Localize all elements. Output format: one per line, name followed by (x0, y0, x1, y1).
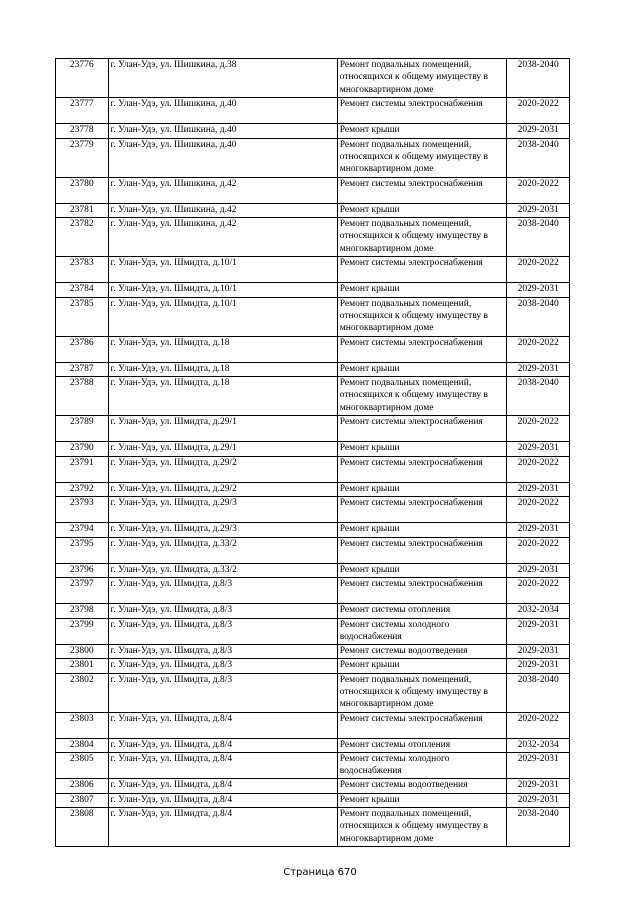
address-cell: г. Улан-Удэ, ул. Шмидта, д.29/1 (108, 442, 337, 457)
table-row (56, 793, 570, 808)
period-cell: 2020-2022 (507, 712, 570, 738)
record-number-cell: 23777 (56, 98, 109, 124)
work-type-cell: Ремонт системы холодного водоснабжения (337, 753, 507, 779)
work-type-cell: Ремонт крыши (337, 442, 507, 457)
table-row (56, 98, 570, 124)
table-row (56, 442, 570, 457)
table-row (56, 362, 570, 377)
table-row (56, 563, 570, 578)
period-cell: 2029-2031 (507, 618, 570, 644)
record-number-cell: 23804 (56, 738, 109, 753)
address-cell: г. Улан-Удэ, ул. Шишкина, д.40 (108, 138, 337, 177)
record-number-cell: 23803 (56, 712, 109, 738)
work-type-cell: Ремонт крыши (337, 523, 507, 538)
table-row (56, 779, 570, 794)
address-cell: г. Улан-Удэ, ул. Шишкина, д.40 (108, 124, 337, 139)
table-row (56, 177, 570, 203)
work-type-cell: Ремонт системы электроснабжения (337, 578, 507, 604)
table-row (56, 673, 570, 712)
period-cell: 2020-2022 (507, 497, 570, 523)
period-cell: 2038-2040 (507, 138, 570, 177)
period-cell: 2029-2031 (507, 442, 570, 457)
table-row (56, 753, 570, 779)
period-cell: 2020-2022 (507, 177, 570, 203)
address-cell: г. Улан-Удэ, ул. Шмидта, д.10/1 (108, 283, 337, 298)
table-row (56, 738, 570, 753)
work-type-cell: Ремонт крыши (337, 283, 507, 298)
table-row (56, 283, 570, 298)
work-type-cell: Ремонт системы электроснабжения (337, 336, 507, 362)
table-row (56, 218, 570, 257)
record-number-cell: 23808 (56, 808, 109, 847)
work-type-cell: Ремонт подвальных помещений, относящихся к общему имуществу в многоквартирном доме (337, 808, 507, 847)
record-number-cell: 23798 (56, 604, 109, 619)
record-number-cell: 23782 (56, 218, 109, 257)
period-cell: 2020-2022 (507, 257, 570, 283)
address-cell: г. Улан-Удэ, ул. Шишкина, д.40 (108, 98, 337, 124)
address-cell: г. Улан-Удэ, ул. Шишкина, д.42 (108, 177, 337, 203)
work-type-cell: Ремонт крыши (337, 793, 507, 808)
record-number-cell: 23793 (56, 497, 109, 523)
work-type-cell: Ремонт системы отопления (337, 604, 507, 619)
record-number-cell: 23795 (56, 537, 109, 563)
table-row (56, 336, 570, 362)
period-cell: 2029-2031 (507, 793, 570, 808)
table-row (56, 138, 570, 177)
record-number-cell: 23787 (56, 362, 109, 377)
page-number: Страница 670 (283, 867, 357, 878)
table-row (56, 203, 570, 218)
work-type-cell: Ремонт системы отопления (337, 738, 507, 753)
period-cell: 2029-2031 (507, 563, 570, 578)
work-type-cell: Ремонт крыши (337, 563, 507, 578)
address-cell: г. Улан-Удэ, ул. Шмидта, д.8/4 (108, 808, 337, 847)
record-number-cell: 23794 (56, 523, 109, 538)
address-cell: г. Улан-Удэ, ул. Шмидта, д.29/2 (108, 482, 337, 497)
repair-schedule-table (55, 58, 570, 847)
record-number-cell: 23796 (56, 563, 109, 578)
record-number-cell: 23792 (56, 482, 109, 497)
work-type-cell: Ремонт системы электроснабжения (337, 98, 507, 124)
address-cell: г. Улан-Удэ, ул. Шмидта, д.18 (108, 362, 337, 377)
address-cell: г. Улан-Удэ, ул. Шмидта, д.33/2 (108, 537, 337, 563)
period-cell: 2020-2022 (507, 537, 570, 563)
period-cell: 2029-2031 (507, 124, 570, 139)
record-number-cell: 23805 (56, 753, 109, 779)
table-row (56, 377, 570, 416)
period-cell: 2038-2040 (507, 297, 570, 336)
work-type-cell: Ремонт крыши (337, 362, 507, 377)
work-type-cell: Ремонт системы водоотведения (337, 644, 507, 659)
address-cell: г. Улан-Удэ, ул. Шмидта, д.8/3 (108, 578, 337, 604)
address-cell: г. Улан-Удэ, ул. Шишкина, д.42 (108, 218, 337, 257)
record-number-cell: 23779 (56, 138, 109, 177)
work-type-cell: Ремонт подвальных помещений, относящихся к общему имуществу в многоквартирном доме (337, 218, 507, 257)
table-row (56, 59, 570, 98)
period-cell: 2020-2022 (507, 416, 570, 442)
period-cell: 2038-2040 (507, 377, 570, 416)
work-type-cell: Ремонт системы электроснабжения (337, 497, 507, 523)
period-cell: 2029-2031 (507, 753, 570, 779)
record-number-cell: 23781 (56, 203, 109, 218)
period-cell: 2038-2040 (507, 218, 570, 257)
record-number-cell: 23788 (56, 377, 109, 416)
work-type-cell: Ремонт системы электроснабжения (337, 456, 507, 482)
table-row (56, 124, 570, 139)
table-row (56, 456, 570, 482)
period-cell: 2032-2034 (507, 604, 570, 619)
table-row (56, 618, 570, 644)
work-type-cell: Ремонт подвальных помещений, относящихся к общему имуществу в многоквартирном доме (337, 673, 507, 712)
address-cell: г. Улан-Удэ, ул. Шмидта, д.18 (108, 336, 337, 362)
period-cell: 2020-2022 (507, 336, 570, 362)
period-cell: 2029-2031 (507, 203, 570, 218)
table-row (56, 482, 570, 497)
work-type-cell: Ремонт системы холодного водоснабжения (337, 618, 507, 644)
period-cell: 2029-2031 (507, 482, 570, 497)
address-cell: г. Улан-Удэ, ул. Шмидта, д.29/3 (108, 497, 337, 523)
record-number-cell: 23801 (56, 659, 109, 674)
address-cell: г. Улан-Удэ, ул. Шишкина, д.38 (108, 59, 337, 98)
record-number-cell: 23807 (56, 793, 109, 808)
address-cell: г. Улан-Удэ, ул. Шмидта, д.8/4 (108, 779, 337, 794)
address-cell: г. Улан-Удэ, ул. Шмидта, д.10/1 (108, 257, 337, 283)
address-cell: г. Улан-Удэ, ул. Шмидта, д.8/3 (108, 604, 337, 619)
address-cell: г. Улан-Удэ, ул. Шмидта, д.33/2 (108, 563, 337, 578)
table-row (56, 644, 570, 659)
table-row (56, 257, 570, 283)
work-type-cell: Ремонт подвальных помещений, относящихся к общему имуществу в многоквартирном доме (337, 297, 507, 336)
record-number-cell: 23797 (56, 578, 109, 604)
period-cell: 2029-2031 (507, 283, 570, 298)
work-type-cell: Ремонт крыши (337, 482, 507, 497)
period-cell: 2029-2031 (507, 362, 570, 377)
record-number-cell: 23789 (56, 416, 109, 442)
table-row (56, 578, 570, 604)
address-cell: г. Улан-Удэ, ул. Шмидта, д.10/1 (108, 297, 337, 336)
work-type-cell: Ремонт системы электроснабжения (337, 537, 507, 563)
table-row (56, 537, 570, 563)
record-number-cell: 23800 (56, 644, 109, 659)
address-cell: г. Улан-Удэ, ул. Шмидта, д.8/3 (108, 644, 337, 659)
period-cell: 2038-2040 (507, 673, 570, 712)
period-cell: 2038-2040 (507, 808, 570, 847)
work-type-cell: Ремонт подвальных помещений, относящихся к общему имуществу в многоквартирном доме (337, 377, 507, 416)
period-cell: 2038-2040 (507, 59, 570, 98)
address-cell: г. Улан-Удэ, ул. Шмидта, д.8/4 (108, 712, 337, 738)
record-number-cell: 23780 (56, 177, 109, 203)
work-type-cell: Ремонт крыши (337, 203, 507, 218)
record-number-cell: 23784 (56, 283, 109, 298)
work-type-cell: Ремонт подвальных помещений, относящихся к общему имуществу в многоквартирном доме (337, 59, 507, 98)
record-number-cell: 23783 (56, 257, 109, 283)
table-row (56, 297, 570, 336)
table-row (56, 523, 570, 538)
record-number-cell: 23785 (56, 297, 109, 336)
address-cell: г. Улан-Удэ, ул. Шишкина, д.42 (108, 203, 337, 218)
record-number-cell: 23786 (56, 336, 109, 362)
work-type-cell: Ремонт системы водоотведения (337, 779, 507, 794)
table-body (56, 59, 570, 847)
table-row (56, 497, 570, 523)
address-cell: г. Улан-Удэ, ул. Шмидта, д.29/2 (108, 456, 337, 482)
record-number-cell: 23790 (56, 442, 109, 457)
period-cell: 2020-2022 (507, 98, 570, 124)
period-cell: 2020-2022 (507, 578, 570, 604)
table-row (56, 659, 570, 674)
work-type-cell: Ремонт подвальных помещений, относящихся к общему имуществу в многоквартирном доме (337, 138, 507, 177)
work-type-cell: Ремонт системы электроснабжения (337, 712, 507, 738)
period-cell: 2020-2022 (507, 456, 570, 482)
table-row (56, 416, 570, 442)
record-number-cell: 23799 (56, 618, 109, 644)
period-cell: 2029-2031 (507, 659, 570, 674)
table-row (56, 712, 570, 738)
record-number-cell: 23778 (56, 124, 109, 139)
address-cell: г. Улан-Удэ, ул. Шмидта, д.8/4 (108, 738, 337, 753)
period-cell: 2029-2031 (507, 523, 570, 538)
address-cell: г. Улан-Удэ, ул. Шмидта, д.29/3 (108, 523, 337, 538)
address-cell: г. Улан-Удэ, ул. Шмидта, д.8/3 (108, 659, 337, 674)
record-number-cell: 23802 (56, 673, 109, 712)
period-cell: 2032-2034 (507, 738, 570, 753)
work-type-cell: Ремонт крыши (337, 659, 507, 674)
period-cell: 2029-2031 (507, 644, 570, 659)
address-cell: г. Улан-Удэ, ул. Шмидта, д.18 (108, 377, 337, 416)
work-type-cell: Ремонт системы электроснабжения (337, 257, 507, 283)
table-row (56, 604, 570, 619)
address-cell: г. Улан-Удэ, ул. Шмидта, д.8/3 (108, 673, 337, 712)
address-cell: г. Улан-Удэ, ул. Шмидта, д.29/1 (108, 416, 337, 442)
record-number-cell: 23776 (56, 59, 109, 98)
work-type-cell: Ремонт системы электроснабжения (337, 177, 507, 203)
period-cell: 2029-2031 (507, 779, 570, 794)
record-number-cell: 23791 (56, 456, 109, 482)
record-number-cell: 23806 (56, 779, 109, 794)
address-cell: г. Улан-Удэ, ул. Шмидта, д.8/4 (108, 793, 337, 808)
table-row (56, 808, 570, 847)
work-type-cell: Ремонт системы электроснабжения (337, 416, 507, 442)
address-cell: г. Улан-Удэ, ул. Шмидта, д.8/4 (108, 753, 337, 779)
work-type-cell: Ремонт крыши (337, 124, 507, 139)
address-cell: г. Улан-Удэ, ул. Шмидта, д.8/3 (108, 618, 337, 644)
